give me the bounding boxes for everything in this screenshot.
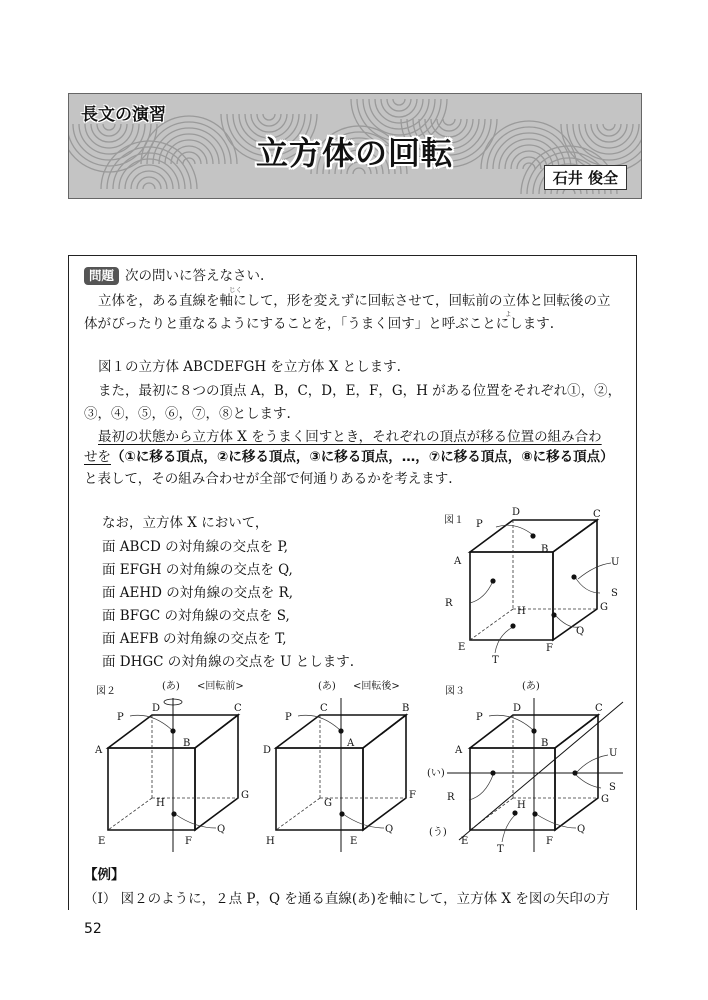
fig2-before-label: <回転前> [197,681,244,692]
problem-line-3: 図１の立方体 ABCDEFGH を立方体 X とします. [98,359,401,375]
fig2-point-p [170,728,175,733]
fig3-point-t [512,810,517,815]
fig2-label-p: P [117,712,124,723]
fig2b-right-face [363,715,406,830]
fig2b-after-label: <回転後> [353,681,400,692]
fig1-point-s [571,574,576,579]
problem-line-5: ③，④，⑤，⑥，⑦，⑧とします. [84,406,291,422]
problem-line-7-underlined: せを [84,449,111,465]
fig3-point-p [531,728,536,733]
fig2b-point-p [338,728,343,733]
fig2b-label-bottom-left: H [266,836,275,847]
fig2-label-a: A [95,745,103,756]
fig2b-point-q [339,811,344,816]
fig2b-label-front-left: D [263,745,272,756]
fig1-label-a: A [454,556,462,567]
fig3-axis-u-label: (う) [429,827,447,838]
fig2-hidden-edge-he [108,798,152,830]
ruby-jiku: じく [229,286,242,294]
fig2b-label-back-right: B [402,703,410,714]
fig1-label-u: U [611,557,620,568]
fig3-leader-s [575,774,601,788]
fig3-label-a: A [455,745,463,756]
fig2-point-q [171,811,176,816]
condition-t: 面 AEFB の対角線の交点を T, [102,631,287,647]
fig3-leader-u [577,755,608,772]
fig3-label-c: C [595,703,603,714]
problem-line-7 [84,448,614,466]
fig1-label-t: T [492,655,499,666]
fig1-label-d: D [512,507,521,518]
author-name: 石井 俊全 [544,165,627,190]
fig2b-hidden-edge-2 [276,798,320,830]
fig3-leader-q [536,814,576,828]
fig3-axis-a-label: (あ) [522,681,540,692]
fig1-leader-p [496,525,533,535]
figure-2-before [90,680,260,855]
fig2-front-face [108,748,195,830]
problem-header [84,267,264,285]
fig3-point-s [572,770,577,775]
fig3-point-q [532,811,537,816]
fig3-label-h: H [517,800,526,811]
fig3-leader-r [469,775,493,800]
fig3-label-e: E [461,836,469,847]
fig1-label-q: Q [576,626,585,637]
problem-line-1: 立体を，ある直線を軸にして，形を変えずに回転させて，回転前の立体と回転後の立 [98,293,611,309]
figure-3 [425,680,630,855]
fig3-label-g: G [601,794,609,805]
fig3-point-r [490,770,495,775]
fig3-label-f: F [546,836,553,847]
fig2b-label-front-right: A [347,738,355,749]
fig1-point-q [551,612,556,617]
condition-p: 面 ABCD の対角線の交点を P, [102,539,289,555]
series-label: 長文の演習 [81,105,166,125]
problem-line-2: 体がぴったりと重なるようにすることを，「うまく回す」と呼ぶことにします. [84,316,555,332]
problem-line-4: また，最初に８つの頂点 A，B，C，D，E，F，G，H がある位置をそれぞれ①，②， [98,383,622,399]
fig2-label-e: E [98,836,106,847]
fig3-label-s: S [609,782,616,793]
page-number: 52 [84,921,102,937]
fig3-label-r: R [447,792,455,803]
fig2b-leader-p [298,715,340,730]
problem-line-6: 最初の状態から立方体 X をうまく回すとき，それぞれの頂点が移る位置の組み合わ [98,429,602,445]
figure-1 [440,505,630,670]
fig1-point-p [530,533,535,538]
fig2b-label-bottom-right: E [350,836,358,847]
fig2b-axis-label: (あ) [318,681,336,692]
fig2-label-q: Q [217,824,226,835]
condition-s: 面 BFGC の対角線の交点を S, [102,608,290,624]
fig2-right-face [195,715,238,830]
fig1-label-s: S [611,588,618,599]
fig1-label-g: G [600,602,608,613]
fig3-label-b: B [541,738,549,749]
example-heading: 【例】 [84,867,125,883]
fig2-label-d: D [152,703,161,714]
fig2-label-g: G [241,790,249,801]
ruby-yobu: よ [505,310,512,318]
fig2b-label-bottom-back-right: F [409,790,416,801]
fig2b-label-hidden: G [324,798,332,809]
fig2-caption: 図２ [96,686,116,697]
condition-u: 面 DHGC の対角線の交点を U とします. [102,654,355,670]
fig1-point-r [490,578,495,583]
fig1-label-e: E [458,642,466,653]
problem-badge: 問題 [84,267,119,285]
fig2-label-c: C [234,703,242,714]
fig2-leader-p [130,715,172,730]
fig1-leader-r [470,581,493,603]
figure-2-after [258,680,428,855]
fig1-label-r: R [445,598,453,609]
fig2b-label-p: P [285,712,292,723]
combination-notation: （①に移る頂点，②に移る頂点，③に移る頂点，…，⑦に移る頂点，⑧に移る頂点） [111,449,614,465]
fig1-leader-u [578,563,611,579]
fig1-label-c: C [593,509,601,520]
condition-0: なお，立方体 X において， [102,515,269,531]
fig1-label-h: H [517,606,526,617]
fig3-label-q: Q [577,824,586,835]
fig2b-front-face [276,748,363,830]
fig3-label-t: T [497,844,504,855]
fig2b-label-back-left: C [320,703,328,714]
example-line: （Ⅰ） 図２のように，２点 P，Q を通る直線(あ)を軸にして，立方体 X を図の矢印の方 [84,891,610,907]
fig1-label-p: P [476,519,483,530]
condition-q: 面 EFGH の対角線の交点を Q, [102,562,293,578]
fig3-leader-t [502,815,515,842]
fig1-right-face [553,520,597,640]
fig1-point-t [510,623,515,628]
fig1-hidden-edge-he [470,609,513,640]
fig2-label-f: F [185,836,192,847]
fig3-caption: 図３ [445,686,465,697]
fig2-label-h: H [156,798,165,809]
fig3-label-u: U [609,748,618,759]
fig1-label-f: F [546,643,553,654]
fig1-label-b: B [541,544,549,555]
fig2-label-b: B [183,738,191,749]
problem-line-8: と表して，その組み合わせが全部で何通りあるかを考えます. [84,471,453,487]
problem-lead: 次の問いに答えなさい. [125,268,265,284]
fig3-axis-i-label: (い) [427,768,445,779]
fig3-label-d: D [513,703,522,714]
fig2b-label-q: Q [385,824,394,835]
fig3-label-p: P [476,712,483,723]
fig2-axis-label: (あ) [162,681,180,692]
fig1-caption: 図１ [444,515,464,526]
condition-r: 面 AEHD の対角線の交点を R, [102,585,294,601]
page-title: 立方体の回転 [255,134,454,172]
title-banner [68,93,642,199]
